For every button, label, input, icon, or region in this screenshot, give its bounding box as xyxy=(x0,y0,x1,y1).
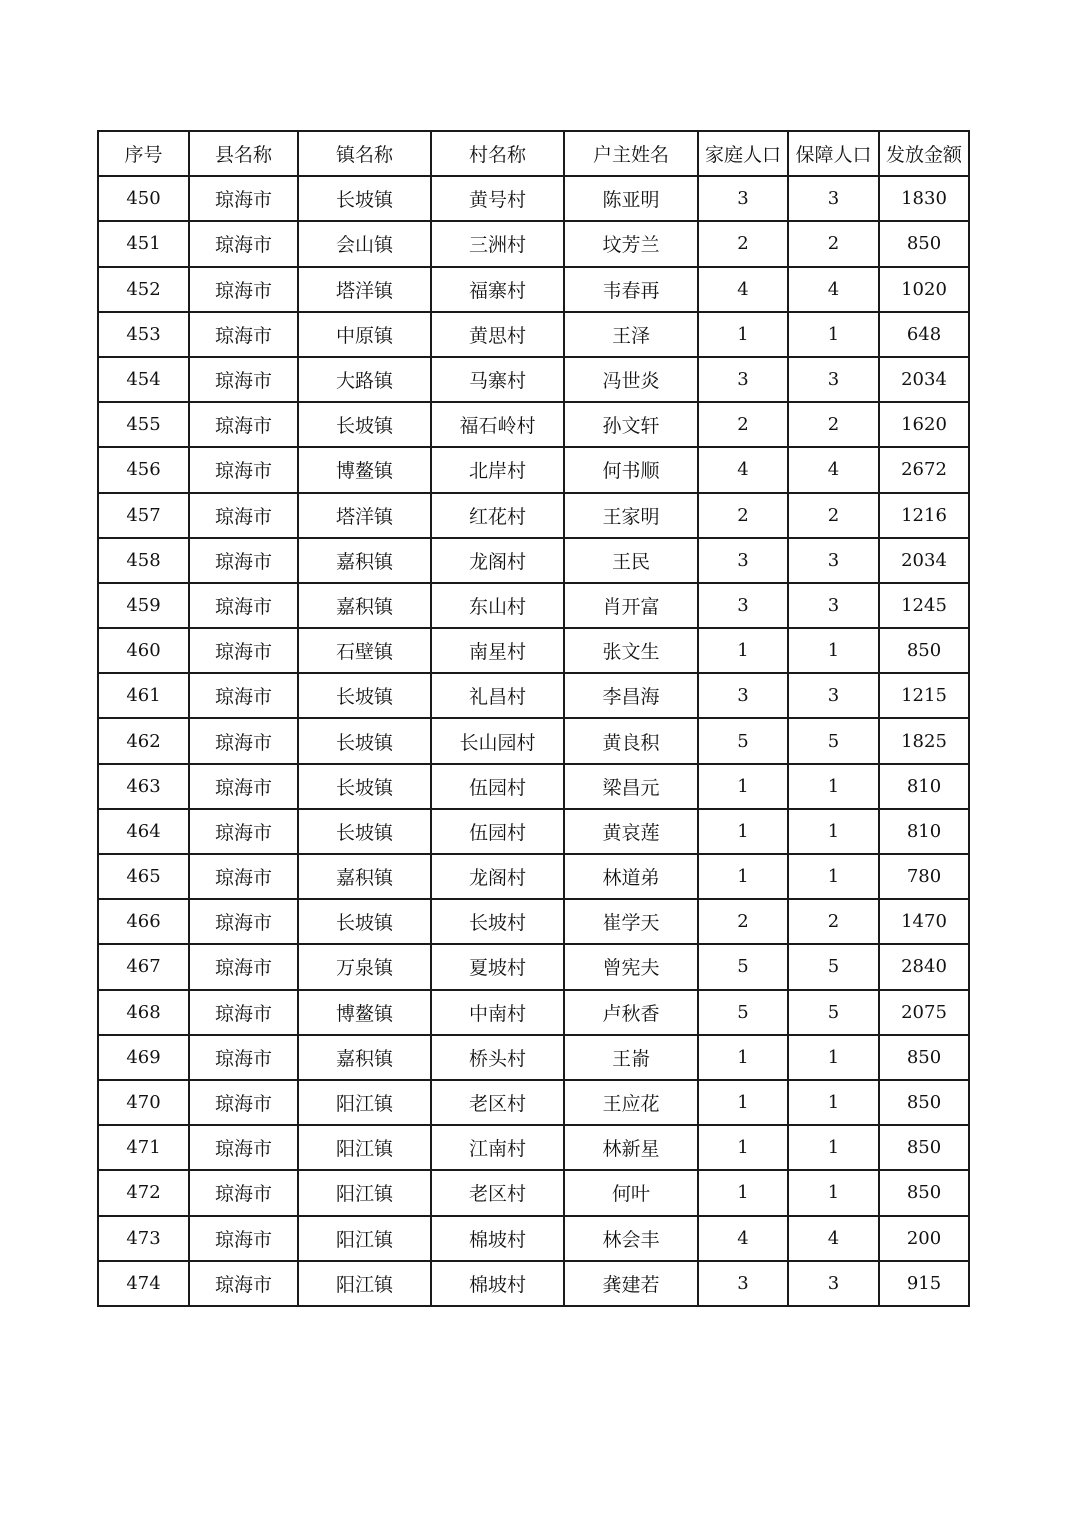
town-cell: 嘉积镇 xyxy=(298,1035,431,1080)
householder-cell: 王家明 xyxy=(564,493,698,538)
table-row xyxy=(98,764,969,809)
table-row xyxy=(98,312,969,357)
village-cell: 中南村 xyxy=(431,990,564,1035)
serial-cell: 471 xyxy=(98,1125,189,1170)
village-cell: 福石岭村 xyxy=(431,402,564,447)
county-cell: 琼海市 xyxy=(189,538,298,583)
covered-persons-cell: 3 xyxy=(788,538,879,583)
table-row xyxy=(98,176,969,221)
table-row xyxy=(98,402,969,447)
table-row xyxy=(98,267,969,312)
amount-cell: 915 xyxy=(879,1261,969,1306)
family-size-cell: 3 xyxy=(698,1261,788,1306)
householder-cell: 王泽 xyxy=(564,312,698,357)
village-cell: 礼昌村 xyxy=(431,673,564,718)
family-size-cell: 3 xyxy=(698,538,788,583)
family-size-cell: 1 xyxy=(698,312,788,357)
table-body xyxy=(98,176,969,1306)
village-cell: 棉坡村 xyxy=(431,1216,564,1261)
serial-cell: 456 xyxy=(98,447,189,492)
family-size-cell: 1 xyxy=(698,854,788,899)
village-cell: 桥头村 xyxy=(431,1035,564,1080)
householder-cell: 冯世炎 xyxy=(564,357,698,402)
village-cell: 伍园村 xyxy=(431,809,564,854)
family-size-cell: 4 xyxy=(698,447,788,492)
amount-cell: 850 xyxy=(879,221,969,266)
county-cell: 琼海市 xyxy=(189,447,298,492)
document-page xyxy=(97,130,968,1307)
family-size-cell: 2 xyxy=(698,899,788,944)
covered-persons-cell: 2 xyxy=(788,221,879,266)
householder-cell: 黄良积 xyxy=(564,718,698,763)
amount-cell: 1216 xyxy=(879,493,969,538)
householder-cell: 卢秋香 xyxy=(564,990,698,1035)
village-cell: 伍园村 xyxy=(431,764,564,809)
householder-cell: 李昌海 xyxy=(564,673,698,718)
town-cell: 长坡镇 xyxy=(298,718,431,763)
covered-persons-cell: 1 xyxy=(788,1035,879,1080)
town-cell: 长坡镇 xyxy=(298,764,431,809)
table-row xyxy=(98,221,969,266)
covered-persons-cell: 2 xyxy=(788,493,879,538)
covered-persons-cell: 2 xyxy=(788,899,879,944)
column-header-householder: 户主姓名 xyxy=(564,131,698,176)
county-cell: 琼海市 xyxy=(189,628,298,673)
county-cell: 琼海市 xyxy=(189,718,298,763)
amount-cell: 1245 xyxy=(879,583,969,628)
village-cell: 黄号村 xyxy=(431,176,564,221)
serial-cell: 465 xyxy=(98,854,189,899)
covered-persons-cell: 3 xyxy=(788,176,879,221)
county-cell: 琼海市 xyxy=(189,312,298,357)
amount-cell: 2840 xyxy=(879,944,969,989)
family-size-cell: 2 xyxy=(698,493,788,538)
family-size-cell: 4 xyxy=(698,267,788,312)
family-size-cell: 5 xyxy=(698,944,788,989)
town-cell: 会山镇 xyxy=(298,221,431,266)
serial-cell: 461 xyxy=(98,673,189,718)
amount-cell: 200 xyxy=(879,1216,969,1261)
amount-cell: 850 xyxy=(879,1035,969,1080)
county-cell: 琼海市 xyxy=(189,267,298,312)
town-cell: 阳江镇 xyxy=(298,1216,431,1261)
householder-cell: 黄哀莲 xyxy=(564,809,698,854)
householder-cell: 林会丰 xyxy=(564,1216,698,1261)
amount-cell: 850 xyxy=(879,1080,969,1125)
serial-cell: 464 xyxy=(98,809,189,854)
town-cell: 阳江镇 xyxy=(298,1261,431,1306)
town-cell: 嘉积镇 xyxy=(298,538,431,583)
family-size-cell: 2 xyxy=(698,402,788,447)
family-size-cell: 5 xyxy=(698,990,788,1035)
column-header-village: 村名称 xyxy=(431,131,564,176)
amount-cell: 2672 xyxy=(879,447,969,492)
amount-cell: 780 xyxy=(879,854,969,899)
town-cell: 塔洋镇 xyxy=(298,493,431,538)
householder-cell: 王应花 xyxy=(564,1080,698,1125)
covered-persons-cell: 5 xyxy=(788,718,879,763)
town-cell: 中原镇 xyxy=(298,312,431,357)
amount-cell: 1620 xyxy=(879,402,969,447)
householder-cell: 王民 xyxy=(564,538,698,583)
serial-cell: 473 xyxy=(98,1216,189,1261)
serial-cell: 454 xyxy=(98,357,189,402)
covered-persons-cell: 3 xyxy=(788,673,879,718)
covered-persons-cell: 1 xyxy=(788,1080,879,1125)
town-cell: 阳江镇 xyxy=(298,1170,431,1215)
table-row xyxy=(98,1216,969,1261)
covered-persons-cell: 3 xyxy=(788,1261,879,1306)
village-cell: 马寨村 xyxy=(431,357,564,402)
column-header-covered-persons: 保障人口 xyxy=(788,131,879,176)
serial-cell: 470 xyxy=(98,1080,189,1125)
amount-cell: 1830 xyxy=(879,176,969,221)
village-cell: 江南村 xyxy=(431,1125,564,1170)
county-cell: 琼海市 xyxy=(189,1261,298,1306)
table-row xyxy=(98,538,969,583)
table-row xyxy=(98,493,969,538)
village-cell: 长坡村 xyxy=(431,899,564,944)
covered-persons-cell: 1 xyxy=(788,764,879,809)
column-header-town: 镇名称 xyxy=(298,131,431,176)
town-cell: 万泉镇 xyxy=(298,944,431,989)
serial-cell: 458 xyxy=(98,538,189,583)
table-row xyxy=(98,990,969,1035)
amount-cell: 810 xyxy=(879,764,969,809)
family-size-cell: 5 xyxy=(698,718,788,763)
householder-cell: 林新星 xyxy=(564,1125,698,1170)
village-cell: 老区村 xyxy=(431,1080,564,1125)
serial-cell: 452 xyxy=(98,267,189,312)
covered-persons-cell: 4 xyxy=(788,1216,879,1261)
householder-cell: 王嵛 xyxy=(564,1035,698,1080)
householder-cell: 何叶 xyxy=(564,1170,698,1215)
family-size-cell: 1 xyxy=(698,1125,788,1170)
village-cell: 南星村 xyxy=(431,628,564,673)
family-size-cell: 3 xyxy=(698,357,788,402)
serial-cell: 466 xyxy=(98,899,189,944)
covered-persons-cell: 1 xyxy=(788,854,879,899)
householder-cell: 坟芳兰 xyxy=(564,221,698,266)
table-row xyxy=(98,1170,969,1215)
householder-cell: 龚建若 xyxy=(564,1261,698,1306)
town-cell: 大路镇 xyxy=(298,357,431,402)
table-row xyxy=(98,1125,969,1170)
covered-persons-cell: 2 xyxy=(788,402,879,447)
village-cell: 棉坡村 xyxy=(431,1261,564,1306)
table-row xyxy=(98,1035,969,1080)
covered-persons-cell: 5 xyxy=(788,944,879,989)
covered-persons-cell: 4 xyxy=(788,447,879,492)
amount-cell: 1825 xyxy=(879,718,969,763)
covered-persons-cell: 1 xyxy=(788,312,879,357)
county-cell: 琼海市 xyxy=(189,583,298,628)
covered-persons-cell: 3 xyxy=(788,583,879,628)
town-cell: 嘉积镇 xyxy=(298,583,431,628)
county-cell: 琼海市 xyxy=(189,1080,298,1125)
serial-cell: 462 xyxy=(98,718,189,763)
serial-cell: 460 xyxy=(98,628,189,673)
table-row xyxy=(98,447,969,492)
village-cell: 福寨村 xyxy=(431,267,564,312)
town-cell: 博鳌镇 xyxy=(298,447,431,492)
covered-persons-cell: 1 xyxy=(788,1170,879,1215)
amount-cell: 2034 xyxy=(879,538,969,583)
table-row xyxy=(98,583,969,628)
county-cell: 琼海市 xyxy=(189,1216,298,1261)
serial-cell: 457 xyxy=(98,493,189,538)
serial-cell: 455 xyxy=(98,402,189,447)
village-cell: 红花村 xyxy=(431,493,564,538)
county-cell: 琼海市 xyxy=(189,357,298,402)
amount-cell: 1470 xyxy=(879,899,969,944)
amount-cell: 2034 xyxy=(879,357,969,402)
family-size-cell: 2 xyxy=(698,221,788,266)
serial-cell: 463 xyxy=(98,764,189,809)
amount-cell: 810 xyxy=(879,809,969,854)
column-header-serial: 序号 xyxy=(98,131,189,176)
householder-cell: 林道弟 xyxy=(564,854,698,899)
county-cell: 琼海市 xyxy=(189,944,298,989)
serial-cell: 469 xyxy=(98,1035,189,1080)
amount-cell: 1020 xyxy=(879,267,969,312)
town-cell: 长坡镇 xyxy=(298,402,431,447)
town-cell: 石壁镇 xyxy=(298,628,431,673)
county-cell: 琼海市 xyxy=(189,1125,298,1170)
family-size-cell: 3 xyxy=(698,673,788,718)
village-cell: 老区村 xyxy=(431,1170,564,1215)
town-cell: 嘉积镇 xyxy=(298,854,431,899)
serial-cell: 468 xyxy=(98,990,189,1035)
family-size-cell: 1 xyxy=(698,1170,788,1215)
serial-cell: 474 xyxy=(98,1261,189,1306)
table-row xyxy=(98,1080,969,1125)
table-row xyxy=(98,357,969,402)
family-size-cell: 1 xyxy=(698,1080,788,1125)
covered-persons-cell: 1 xyxy=(788,1125,879,1170)
family-size-cell: 1 xyxy=(698,1035,788,1080)
serial-cell: 453 xyxy=(98,312,189,357)
covered-persons-cell: 5 xyxy=(788,990,879,1035)
table-row xyxy=(98,718,969,763)
column-header-family-size: 家庭人口 xyxy=(698,131,788,176)
serial-cell: 459 xyxy=(98,583,189,628)
amount-cell: 648 xyxy=(879,312,969,357)
table-header-row xyxy=(98,131,969,176)
householder-cell: 何书顺 xyxy=(564,447,698,492)
relief-payment-table xyxy=(97,130,970,1307)
county-cell: 琼海市 xyxy=(189,764,298,809)
serial-cell: 472 xyxy=(98,1170,189,1215)
family-size-cell: 4 xyxy=(698,1216,788,1261)
village-cell: 黄思村 xyxy=(431,312,564,357)
village-cell: 东山村 xyxy=(431,583,564,628)
column-header-amount: 发放金额 xyxy=(879,131,969,176)
county-cell: 琼海市 xyxy=(189,402,298,447)
covered-persons-cell: 3 xyxy=(788,357,879,402)
town-cell: 长坡镇 xyxy=(298,899,431,944)
serial-cell: 450 xyxy=(98,176,189,221)
town-cell: 长坡镇 xyxy=(298,673,431,718)
town-cell: 长坡镇 xyxy=(298,176,431,221)
family-size-cell: 3 xyxy=(698,583,788,628)
householder-cell: 肖开富 xyxy=(564,583,698,628)
county-cell: 琼海市 xyxy=(189,1035,298,1080)
county-cell: 琼海市 xyxy=(189,493,298,538)
amount-cell: 850 xyxy=(879,1125,969,1170)
serial-cell: 467 xyxy=(98,944,189,989)
table-row xyxy=(98,899,969,944)
town-cell: 博鳌镇 xyxy=(298,990,431,1035)
amount-cell: 2075 xyxy=(879,990,969,1035)
county-cell: 琼海市 xyxy=(189,809,298,854)
county-cell: 琼海市 xyxy=(189,899,298,944)
table-row xyxy=(98,809,969,854)
amount-cell: 850 xyxy=(879,1170,969,1215)
village-cell: 长山园村 xyxy=(431,718,564,763)
amount-cell: 850 xyxy=(879,628,969,673)
householder-cell: 韦春再 xyxy=(564,267,698,312)
covered-persons-cell: 4 xyxy=(788,267,879,312)
county-cell: 琼海市 xyxy=(189,990,298,1035)
column-header-county: 县名称 xyxy=(189,131,298,176)
householder-cell: 曾宪夫 xyxy=(564,944,698,989)
table-row xyxy=(98,854,969,899)
family-size-cell: 1 xyxy=(698,764,788,809)
householder-cell: 张文生 xyxy=(564,628,698,673)
county-cell: 琼海市 xyxy=(189,854,298,899)
town-cell: 阳江镇 xyxy=(298,1080,431,1125)
town-cell: 塔洋镇 xyxy=(298,267,431,312)
amount-cell: 1215 xyxy=(879,673,969,718)
village-cell: 龙阁村 xyxy=(431,854,564,899)
county-cell: 琼海市 xyxy=(189,673,298,718)
village-cell: 北岸村 xyxy=(431,447,564,492)
county-cell: 琼海市 xyxy=(189,1170,298,1215)
town-cell: 长坡镇 xyxy=(298,809,431,854)
county-cell: 琼海市 xyxy=(189,221,298,266)
table-row xyxy=(98,673,969,718)
householder-cell: 陈亚明 xyxy=(564,176,698,221)
covered-persons-cell: 1 xyxy=(788,628,879,673)
family-size-cell: 3 xyxy=(698,176,788,221)
village-cell: 三洲村 xyxy=(431,221,564,266)
table-row xyxy=(98,628,969,673)
village-cell: 龙阁村 xyxy=(431,538,564,583)
village-cell: 夏坡村 xyxy=(431,944,564,989)
county-cell: 琼海市 xyxy=(189,176,298,221)
table-row xyxy=(98,1261,969,1306)
householder-cell: 崔学天 xyxy=(564,899,698,944)
householder-cell: 梁昌元 xyxy=(564,764,698,809)
serial-cell: 451 xyxy=(98,221,189,266)
family-size-cell: 1 xyxy=(698,628,788,673)
table-row xyxy=(98,944,969,989)
town-cell: 阳江镇 xyxy=(298,1125,431,1170)
householder-cell: 孙文轩 xyxy=(564,402,698,447)
covered-persons-cell: 1 xyxy=(788,809,879,854)
family-size-cell: 1 xyxy=(698,809,788,854)
